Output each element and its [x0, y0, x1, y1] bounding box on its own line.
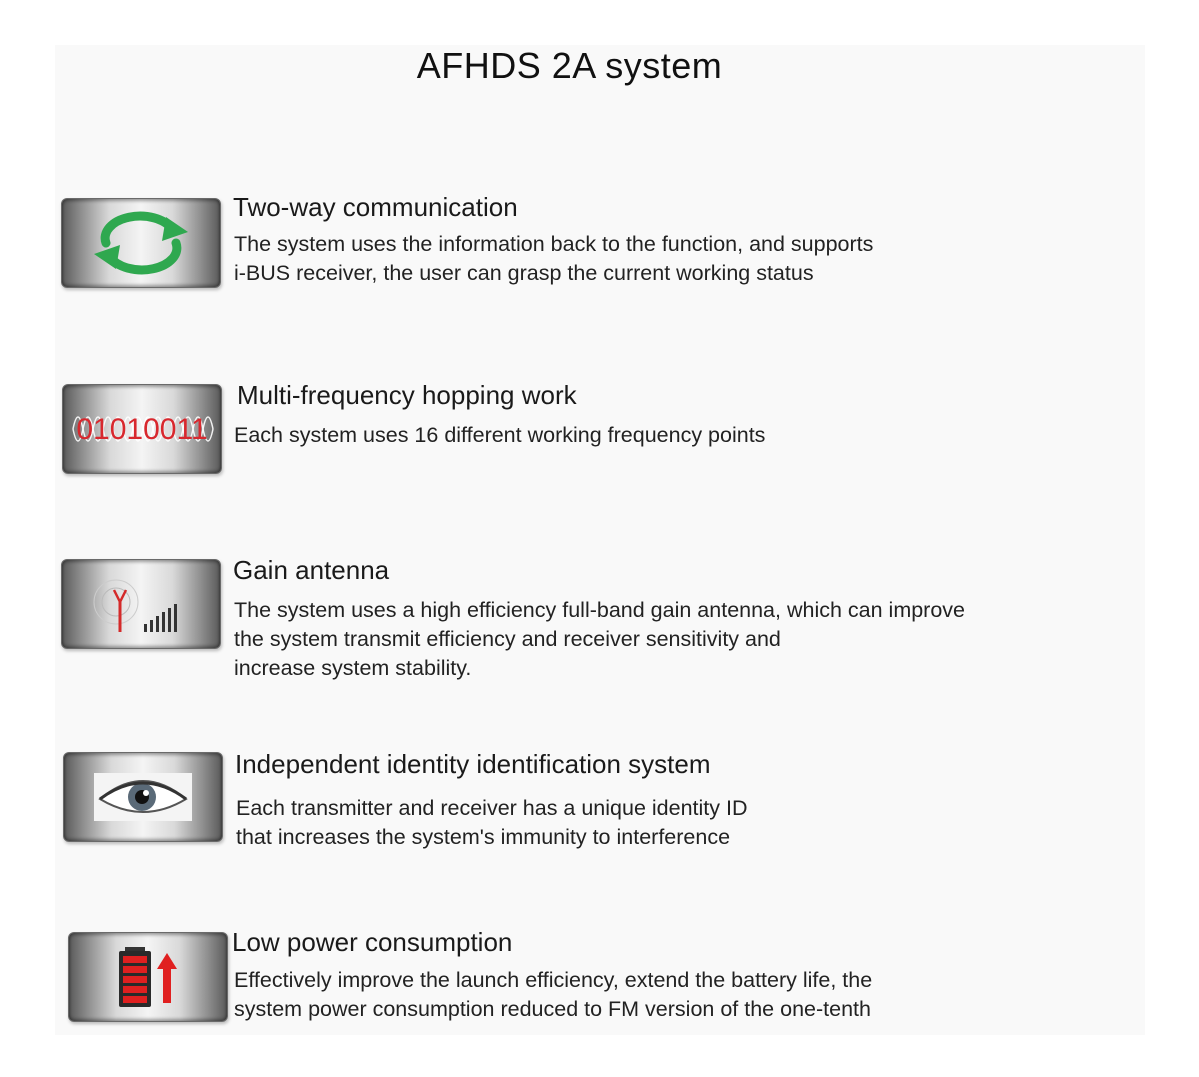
feature-description [234, 421, 765, 450]
feature-description [234, 966, 872, 1024]
description-line: Effectively improve the launch efficiency, extend the battery life, the [234, 968, 873, 992]
feature-title: Independent identity identification system [235, 749, 711, 779]
description-line: the system transmit efficiency and receiver sensitivity and [234, 627, 781, 651]
feature-title: Two-way communication [233, 192, 518, 222]
eye-icon [63, 752, 223, 842]
description-line: Each transmitter and receiver has a unique identity ID [236, 796, 748, 820]
page-title: AFHDS 2A system [416, 45, 723, 86]
binary-text: 01010011 [76, 413, 208, 446]
feature-title: Gain antenna [233, 555, 390, 585]
binary-signal-icon [62, 384, 222, 474]
feature-description [234, 230, 873, 288]
battery-up-icon [68, 932, 228, 1022]
description-line: The system uses a high efficiency full-band gain antenna, which can improve [234, 598, 966, 622]
refresh-arrows-icon [61, 198, 221, 288]
description-line: Each system uses 16 different working frequency points [234, 423, 766, 447]
description-line: increase system stability. [234, 656, 472, 680]
description-line: i-BUS receiver, the user can grasp the current working status [234, 261, 814, 285]
page-background [55, 45, 1145, 1035]
feature-description [236, 794, 748, 852]
antenna-signal-icon [61, 559, 221, 649]
feature-title: Low power consumption [232, 927, 513, 957]
description-line: system power consumption reduced to FM version of the one-tenth [234, 997, 871, 1021]
feature-title: Multi-frequency hopping work [237, 380, 577, 410]
feature-description [234, 596, 965, 683]
description-line: The system uses the information back to the function, and supports [234, 232, 874, 256]
description-line: that increases the system's immunity to interference [236, 825, 731, 849]
